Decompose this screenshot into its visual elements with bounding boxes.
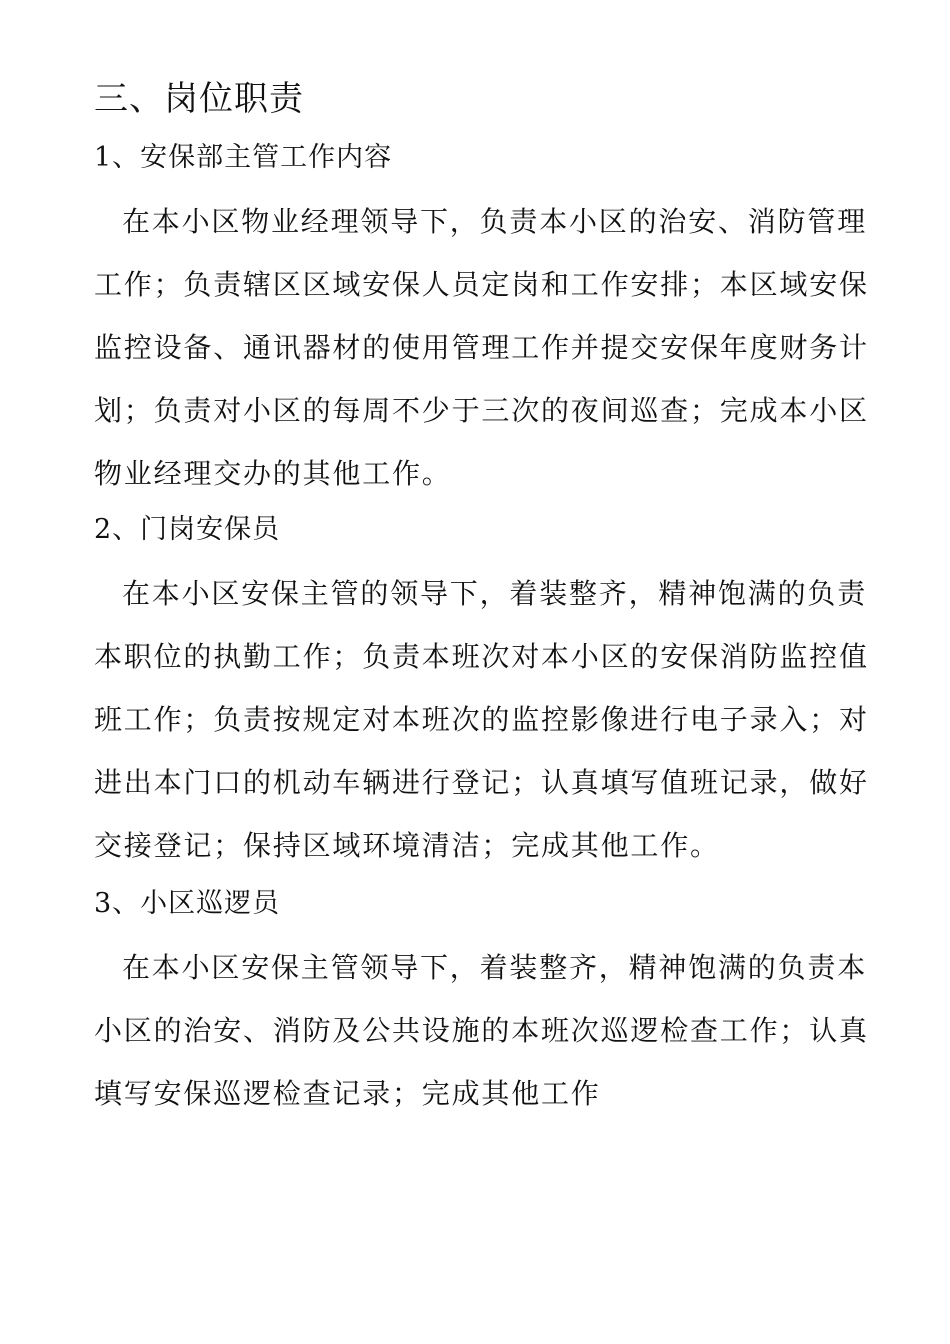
paragraph-line: 在本小区安保主管领导下，着装整齐，精神饱满的负责本 <box>122 951 868 984</box>
section-heading-gate-guard: 2、门岗安保员 <box>94 514 281 545</box>
section-body-gate-guard <box>94 562 869 877</box>
section-body-supervisor <box>94 190 869 505</box>
paragraph-line: 监控设备、通讯器材的使用管理工作并提交安保年度财务计 <box>94 331 869 364</box>
paragraph-line: 物业经理交办的其他工作。 <box>94 457 452 490</box>
section-heading-patrol: 3、小区巡逻员 <box>94 888 281 919</box>
paragraph-line: 划；负责对小区的每周不少于三次的夜间巡查；完成本小区 <box>94 394 869 427</box>
section-heading-supervisor: 1、安保部主管工作内容 <box>94 142 393 173</box>
paragraph-line: 本职位的执勤工作；负责本班次对本小区的安保消防监控值 <box>94 640 869 673</box>
paragraph-line: 交接登记；保持区域环境清洁；完成其他工作。 <box>94 829 720 862</box>
paragraph-line: 班工作；负责按规定对本班次的监控影像进行电子录入；对 <box>94 703 869 736</box>
section-body-patrol <box>94 936 869 1125</box>
paragraph-line: 进出本门口的机动车辆进行登记；认真填写值班记录，做好 <box>94 766 869 799</box>
paragraph-line: 填写安保巡逻检查记录；完成其他工作 <box>94 1077 601 1110</box>
paragraph-line: 在本小区安保主管的领导下，着装整齐，精神饱满的负责 <box>122 577 868 610</box>
paragraph-line: 工作；负责辖区区域安保人员定岗和工作安排；本区域安保 <box>94 268 869 301</box>
paragraph-line: 小区的治安、消防及公共设施的本班次巡逻检查工作；认真 <box>94 1014 869 1047</box>
document-title: 三、岗位职责 <box>94 79 304 119</box>
paragraph-line: 在本小区物业经理领导下，负责本小区的治安、消防管理 <box>122 205 868 238</box>
